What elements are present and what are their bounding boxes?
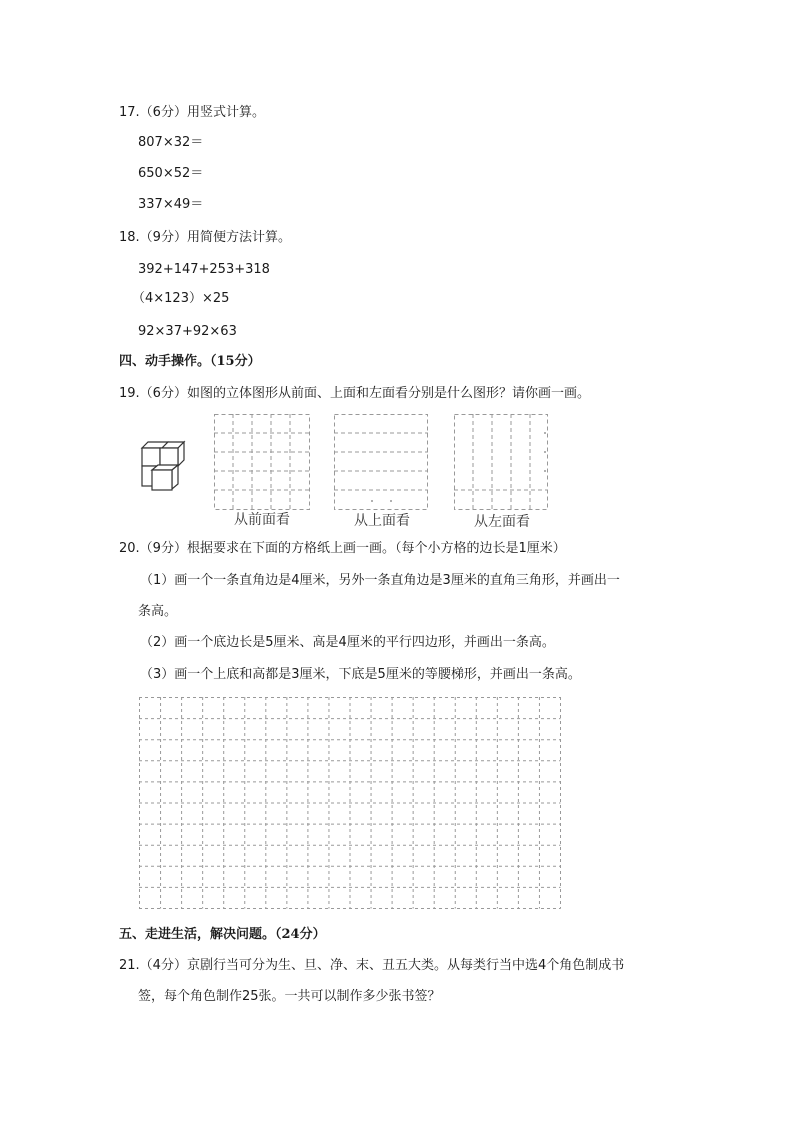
q20-item-1-line-2: 条高。 <box>138 604 178 619</box>
q19-title: 19.（6分）如图的立体图形从前面、上面和左面看分别是什么图形？请你画一画。 <box>119 386 590 401</box>
q20-item-1-line-1: （1）画一个一条直角边是4厘米，另外一条直角边是3厘米的直角三角形，并画出一 <box>140 573 620 588</box>
q20-title: 20.（9分）根据要求在下面的方格纸上画一画。（每个小方格的边长是1厘米） <box>119 541 566 556</box>
q21-line-1: 21.（4分）京剧行当可分为生、旦、净、末、丑五大类。从每类行当中选4个角色制成书 <box>119 958 625 973</box>
grid-front-view[interactable] <box>214 414 310 510</box>
grid-top-view[interactable] <box>334 414 428 510</box>
section-5-heading: 五、走进生活，解决问题。（24分） <box>119 927 326 942</box>
q20-item-3: （3）画一个上底和高都是3厘米，下底是5厘米的等腰梯形，并画出一条高。 <box>140 667 581 682</box>
caption-top-view: 从上面看 <box>354 513 410 529</box>
q18-item-3: 92×37+92×63 <box>138 324 237 339</box>
q18-item-2: （4×123）×25 <box>132 291 230 306</box>
q17-item-1: 807×32＝ <box>138 135 204 150</box>
grid-left-view[interactable] <box>454 414 548 510</box>
q21-line-2: 签，每个角色制作25张。一共可以制作多少张书签？ <box>138 989 441 1004</box>
square-grid-paper[interactable] <box>139 697 561 909</box>
caption-left-view: 从左面看 <box>474 514 530 530</box>
section-4-heading: 四、动手操作。（15分） <box>119 354 261 369</box>
q17-item-2: 650×52＝ <box>138 166 204 181</box>
q18-item-1: 392+147+253+318 <box>138 262 270 277</box>
q17-title: 17.（6分）用竖式计算。 <box>119 105 265 120</box>
q18-title: 18.（9分）用简便方法计算。 <box>119 230 291 245</box>
caption-front-view: 从前面看 <box>234 512 290 528</box>
cube-figure <box>138 438 186 494</box>
q20-item-2: （2）画一个底边长是5厘米、高是4厘米的平行四边形，并画出一条高。 <box>140 635 555 650</box>
q17-item-3: 337×49＝ <box>138 197 204 212</box>
